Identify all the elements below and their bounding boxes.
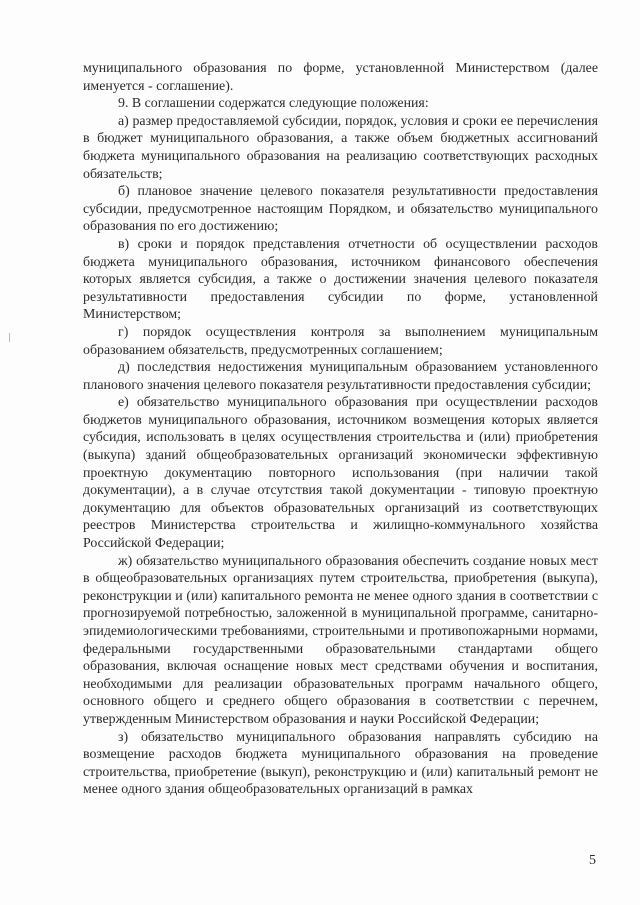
paragraph-subitem-g: г) порядок осуществления контроля за выполнением муниципальным образованием обязательств, предусмотренных соглашением; [83,324,598,358]
paragraph-subitem-v: в) сроки и порядок представления отчетности об осуществлении расходов бюджета муниципального образования, источником финансового обеспечения которых является субсидия, а также о достижении значения целевого показателя результативности предоставления субсидии по форме, установленной Министерством; [83,236,598,323]
paragraph-subitem-d: д) последствия недостижения муниципальным образованием установленного планового значения целевого показателя результативности предоставления субсидии; [83,360,598,393]
paragraph-subitem-z: з) обязательство муниципального образования направлять субсидию на возмещение расходов бюджета муниципального образования на проведение строительства, приобретение (выкуп), реконструкцию и (или) капитальный ремонт не менее одного здания общеобразовательных организаций в рамках [83,729,598,798]
page-number: 5 [589,853,596,868]
document-body [83,60,598,799]
paragraph-subitem-zh: ж) обязательство муниципального образования обеспечить создание новых мест в общеобразовательных организациях путем строительства, приобретения (выкупа), реконструкции и (или) капитального ремонта не менее одного здания в соответствии с прогнозируемой потребностью, заложенной в муниципальной программе, санитарно-эпидемиологическими требованиями, строительными и противопожарными нормами, федеральными государственными образовательными стандартами общего образования, включая оснащение новых мест средствами обучения и воспитания, необходимыми для реализации образовательных программ начального общего, основного общего и среднего общего образования в соответствии с перечнем, утвержденным Министерством образования и науки Российской Федерации; [83,553,598,727]
paragraph-subitem-a: а) размер предоставляемой субсидии, порядок, условия и сроки ее перечисления в бюджет муниципального образования, а также объем бюджетных ассигнований бюджета муниципального образования на реализацию соответствующих расходных обязательств; [83,113,598,182]
scan-margin-mark [9,333,10,342]
paragraph-continuation: муниципального образования по форме, установленной Министерством (далее именуется - соглашение). [83,61,598,94]
paragraph-subitem-b: б) плановое значение целевого показателя результативности предоставления субсидии, предусмотренное настоящим Порядком, и обязательство муниципального образования по его достижению; [83,184,598,235]
paragraph-item-9: 9. В соглашении содержатся следующие положения: [118,96,429,112]
paragraph-subitem-e: е) обязательство муниципального образования при осуществлении расходов бюджетов муниципального образования, источником возмещения которых является субсидия, использовать в целях осуществления строительства и (или) приобретения (выкупа) зданий общеобразовательных организаций экономически эффективную проектную документацию повторного использования (при наличии такой документации), а в случае отсутствия такой документации - типовую проектную документацию для объектов образовательных организаций из соответствующих реестров Министерства строительства и жилищно-коммунального хозяйства Российской Федерации; [83,395,598,552]
